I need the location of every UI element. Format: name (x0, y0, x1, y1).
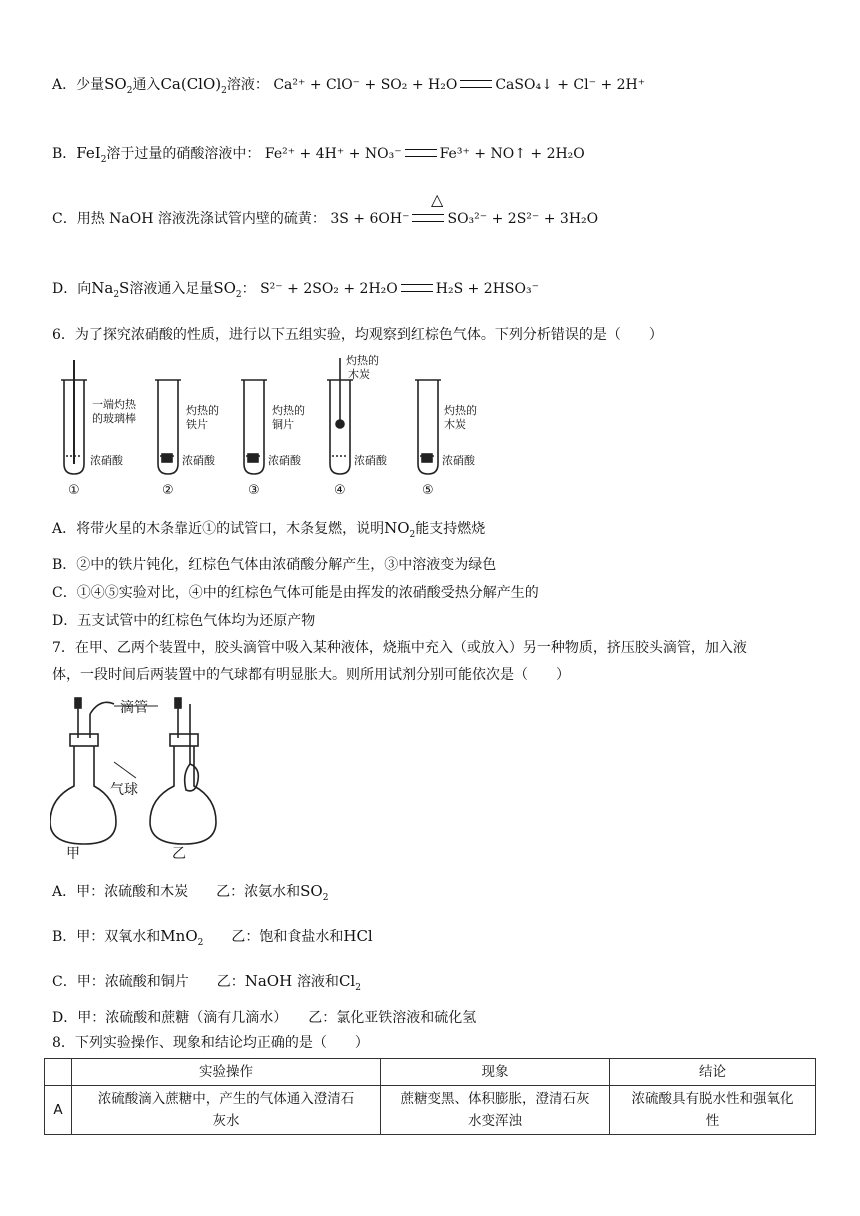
tube4-label: 灼热的 (346, 354, 379, 367)
svg-text:木炭: 木炭 (348, 368, 370, 381)
svg-text:②: ② (162, 483, 174, 498)
test-tube-1 (61, 360, 87, 474)
equals-arrow (401, 284, 433, 292)
equals-arrow (412, 214, 444, 222)
q6-option-c: C．①④⑤实验对比，④中的红棕色气体可能是由挥发的浓硝酸受热分解产生的 (52, 585, 539, 601)
q8-table (44, 1058, 816, 1135)
flask-yi (150, 744, 216, 844)
equation-right: H₂S + 2HSO₃⁻ (435, 281, 539, 297)
table-header-row: 实验操作 现象 结论 (45, 1059, 816, 1086)
svg-text:浓硝酸: 浓硝酸 (354, 454, 387, 467)
balloon-label: 气球 (110, 782, 138, 798)
q7-option-a: A．甲：浓硫酸和木炭 乙：浓氨水和$SO_2$ (52, 882, 329, 903)
option-b-fei2: B．FeI$_2$溶于过量的硝酸溶液中： Fe²⁺ + 4H⁺ + NO₃⁻ Fe³⁺ + NO↑ + 2H₂O (52, 144, 585, 165)
tube2-label: 灼热的 (186, 404, 219, 417)
option-d-na2s: D．向$Na_2S$溶液通入足量$SO_2$： S²⁻ + 2SO₂ + 2H₂O H₂S + 2HSO₃⁻ (52, 279, 539, 300)
svg-text:①: ① (68, 483, 80, 498)
test-tube-3 (241, 380, 267, 474)
heat-condition: △ (431, 190, 444, 209)
option-c-sulfur: C．用热 NaOH 溶液洗涤试管内壁的硫黄： 3S + 6OH⁻ SO₃²⁻ + 2S²⁻ + 3H₂O (52, 211, 599, 227)
question-7-stem-line2: 体，一段时间后两装置中的气球都有明显胀大。则所用试剂分别可能依次是（ ） (52, 667, 570, 683)
balloon-yi (185, 764, 199, 791)
svg-text:浓硝酸: 浓硝酸 (90, 454, 123, 467)
question-6-stem: 6．为了探究浓硝酸的性质，进行以下五组实验，均观察到红棕色气体。下列分析错误的是（ ） (52, 327, 663, 343)
equals-arrow (405, 149, 437, 157)
question-8-stem: 8．下列实验操作、现象和结论均正确的是（ ） (52, 1035, 369, 1051)
q6-option-b: B．②中的铁片钝化，红棕色气体由浓硝酸分解产生，③中溶液变为绿色 (52, 557, 497, 573)
flask-jia (50, 744, 116, 844)
balloon-flask-figure (50, 694, 230, 860)
table-row: A 浓硫酸滴入蔗糖中，产生的气体通入澄清石 灰水 蔗糖变黑、体积膨胀，澄清石灰 水变浑浊 浓硫酸具有脱水性和强氧化 性 (45, 1086, 816, 1135)
nitric-acid-experiment-figure (56, 352, 506, 500)
q7-option-b: B．甲：双氧水和MnO$_2$ 乙：饱和食盐水和HCl (52, 927, 373, 948)
q7-option-d: D．甲：浓硫酸和蔗糖（滴有几滴水） 乙：氯化亚铁溶液和硫化氢 (52, 1010, 477, 1026)
q6-option-a: A．将带火星的木条靠近①的试管口，木条复燃，说明$NO_2$能支持燃烧 (52, 519, 486, 540)
question-7-stem-line1: 7．在甲、乙两个装置中，胶头滴管中吸入某种液体，烧瓶中充入（或放入）另一种物质，挤压胶头滴管，加入液 (52, 640, 747, 656)
test-tube-2 (155, 380, 181, 474)
svg-text:⑤: ⑤ (422, 483, 434, 498)
svg-text:的玻璃棒: 的玻璃棒 (92, 412, 136, 425)
tube3-label: 灼热的 (272, 404, 305, 417)
equation-right: SO₃²⁻ + 2S²⁻ + 3H₂O (447, 211, 599, 227)
svg-text:浓硝酸: 浓硝酸 (182, 454, 215, 467)
equation-left: Ca²⁺ + ClO⁻ + SO₂ + H₂O (273, 77, 458, 93)
yi-label: 乙 (172, 846, 186, 860)
equation-left: S²⁻ + 2SO₂ + 2H₂O (260, 281, 398, 297)
equals-arrow (460, 80, 492, 88)
option-a-so2-caclo2: A．少量$SO_2$通入$Ca(ClO)_2$溶液： Ca²⁺ + ClO⁻ + SO₂ + H₂O CaSO₄↓ + Cl⁻ + 2H⁺ (52, 75, 646, 96)
dropper-label: 滴管 (120, 700, 148, 716)
svg-text:木炭: 木炭 (444, 418, 466, 431)
tube5-label: 灼热的 (444, 404, 477, 417)
svg-text:铁片: 铁片 (186, 418, 208, 431)
svg-text:④: ④ (334, 483, 346, 498)
q7-option-c: C．甲：浓硫酸和铜片 乙：NaOH 溶液和$Cl_2$ (52, 972, 361, 993)
q6-option-d: D．五支试管中的红棕色气体均为还原产物 (52, 613, 316, 629)
svg-text:③: ③ (248, 483, 260, 498)
svg-text:铜片: 铜片 (272, 418, 294, 431)
equation-right: Fe³⁺ + NO↑ + 2H₂O (439, 146, 585, 162)
tube1-label: 一端灼热 (92, 398, 136, 411)
equation-right: CaSO₄↓ + Cl⁻ + 2H⁺ (495, 77, 646, 93)
equation-left: Fe²⁺ + 4H⁺ + NO₃⁻ (264, 146, 402, 162)
test-tube-5 (415, 380, 441, 474)
equation-left: 3S + 6OH⁻ (330, 211, 410, 227)
jia-label: 甲 (66, 846, 80, 860)
svg-text:浓硝酸: 浓硝酸 (442, 454, 475, 467)
svg-text:浓硝酸: 浓硝酸 (268, 454, 301, 467)
